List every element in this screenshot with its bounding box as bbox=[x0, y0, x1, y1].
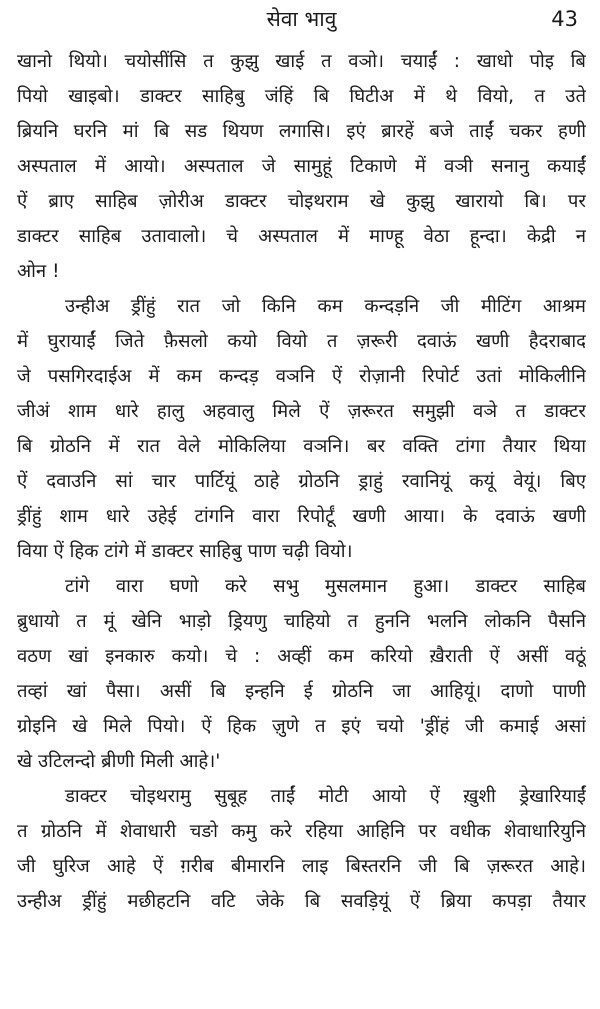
text-line: पियो खाइबो। डाक्टर साहिबु जंहिं बि घिटीअ में थे वियो, त उते bbox=[17, 86, 586, 107]
text-line: खे उटिलन्दो ब्रीणी मिली आहे।' bbox=[17, 751, 221, 772]
text-line: ब्रियनि घरनि मां बि सड थियण लगासि। इएं ब्रारहें बजे ताईं चकर हणी bbox=[17, 121, 586, 142]
page-number: 43 bbox=[551, 7, 578, 31]
text-line: जे पसगिरदाईअ में कम कन्दड़ वञनि ऐं रोज़ानी रिपोर्ट उतां मोकिलीनि bbox=[17, 366, 586, 387]
running-title: सेवा भावु bbox=[266, 7, 337, 31]
text-line: जी घुरिज आहे ऐं ग़रीब बीमारनि लाइ बिस्तरनि जी बि ज़रूरत आहे। bbox=[17, 856, 586, 877]
paragraph-start-line: टांगे वारा घणो करे सभु मुसलमान हुआ। डाक्टर साहिब bbox=[65, 576, 586, 597]
page-header bbox=[17, 0, 586, 44]
paragraph-start-line: उन्हीअ ड्रींहुं रात जो किनि कम कन्दड़नि जी मीटिंग आश्रम bbox=[65, 296, 586, 317]
text-line: खानो थियो। चयोसींसि त कुझु खाई त वञो। चयाईं : खाधो पोइ बि bbox=[17, 51, 586, 72]
text-line: त ग्रोठनि में शेवाधारी चङो कमु करे रहिया आहिनि पर वधीक शेवाधारियुनि bbox=[17, 821, 586, 842]
text-line: तव्हां खां पैसा। असीं बि इन्हनि ई ग्रोठनि जा आहियूं। दाणो पाणी bbox=[17, 681, 586, 702]
text-line: अस्पताल में आयो। अस्पताल जे सामुहूं टिकाणे में वञी सनानु कयाईं bbox=[17, 156, 586, 177]
text-line: ग्रोइनि खे मिले पियो। ऐं हिक ज़ुणे त इएं चयो 'ड्रींहं जी कमाई असां bbox=[17, 716, 586, 737]
text-line: बि ग्रोठनि में रात वेले मोकिलिया वञनि। बर वक्ति टांगा तैयार थिया bbox=[17, 436, 586, 457]
text-line: ऐं दवाउनि सां चार पार्टियूं ठाहे ग्रोठनि ड्राहुं रवानियूं कयूं वेयूं। बिए bbox=[17, 471, 586, 492]
body-text bbox=[17, 44, 586, 919]
text-line: ऐं ब्राए साहिब ज़ोरीअ डाक्टर चोइथराम खे कुझु खारायो बि। पर bbox=[17, 191, 586, 212]
text-line: ब्रुधायो त मूं खेनि भाड़ो ड्रियणु चाहियो त हुननि भलनि लोकनि पैसनि bbox=[17, 611, 586, 632]
text-line: वठण खां इनकारु कयो। चे : अव्हीं कम करियो ख़ैराती ऐं असीं वठूं bbox=[17, 646, 586, 667]
text-line: ड्रींहुं शाम धारे उहेई टांगनि वारा रिपोर्टूं खणी आया। के दवाऊं खणी bbox=[17, 506, 586, 527]
paragraph-start-line: डाक्टर चोइथरामु सुबूह ताईं मोटी आयो ऐं ख़ुशी ड्रेखारियाईं bbox=[65, 786, 586, 807]
text-line: जीअं शाम धारे हालु अहवालु मिले ऐं ज़रूरत समुझी वञे त डाक्टर bbox=[17, 401, 586, 422]
text-line: उन्हीअ ड्रींहुं मछीहटनि वटि जेके बि सवड़ियूं ऐं ब्रिया कपड़ा तैयार bbox=[17, 891, 586, 912]
text-line: डाक्टर साहिब उतावालो। चे अस्पताल में माण्हू वेठा हून्दा। केद्री न bbox=[17, 226, 586, 247]
text-line: विया ऐं हिक टांगे में डाक्टर साहिबु पाण चढ़ी वियो। bbox=[17, 541, 353, 562]
text-line: में घुरायाईं जिते फ़ैसलो कयो वियो त ज़रूरी दवाऊं खणी हैदराबाद bbox=[17, 331, 586, 352]
text-line: ओन ! bbox=[17, 261, 60, 282]
